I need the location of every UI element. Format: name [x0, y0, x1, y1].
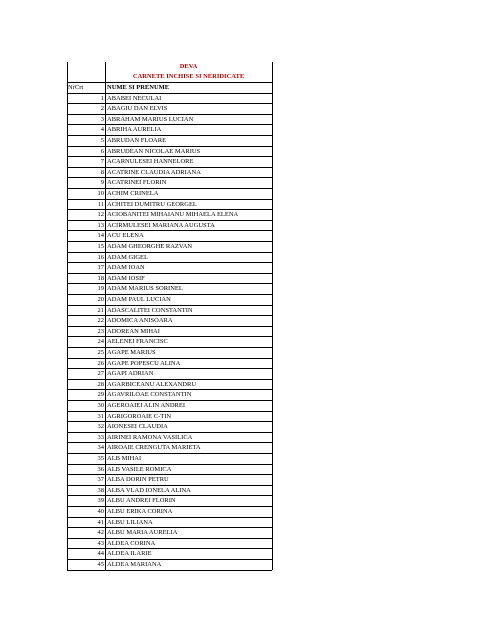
row-name: ABRUDEAN NICOLAE MARIUS [107, 147, 201, 155]
row-number: 42 [97, 529, 104, 537]
row-number: 8 [100, 168, 104, 176]
row-name: ALDEA CORINA [107, 539, 156, 547]
row-name: AGAPI ADRIAN [107, 370, 154, 378]
row-name: ALBU LILIANA [107, 518, 153, 526]
row-name: AGAPE MARIUS [107, 349, 156, 356]
table-row [67, 379, 272, 390]
row-number: 31 [97, 412, 104, 420]
table-row [67, 389, 272, 400]
row-number: 27 [97, 370, 104, 378]
row-number: 1 [100, 94, 104, 102]
table-row [67, 453, 272, 464]
table-row [67, 188, 272, 199]
row-number: 13 [97, 221, 104, 229]
row-name: ACIOBANITEI MIHAIANU MIHAELA ELENA [107, 211, 239, 219]
row-number: 35 [97, 455, 104, 462]
row-name: ALDEA MARIANA [107, 561, 162, 568]
table-row [67, 273, 272, 284]
row-name: AIRINEI RAMONA VASILICA [107, 433, 193, 441]
row-name: ABRUDAN FLOARE [107, 137, 167, 144]
row-name: ABRIHA AURELIA [107, 126, 162, 134]
row-name: AIROAIE CRENGUTA MARIETA [107, 444, 201, 452]
row-number: 38 [97, 486, 104, 494]
row-name: AGAVRILOAE CONSTANTIN [107, 391, 192, 399]
table-row [67, 336, 272, 347]
row-name: ALBU ERIKA CORINA [107, 508, 173, 515]
table-row [67, 294, 272, 305]
row-name: ALBA DORIN PETRU [107, 476, 169, 484]
row-number: 28 [97, 380, 104, 388]
row-number: 12 [97, 211, 104, 219]
table-row [67, 411, 272, 422]
table-row [67, 135, 272, 146]
row-name: AGARBICEANU ALEXANDRU [107, 380, 197, 388]
row-name: ACU ELENA [107, 232, 144, 240]
row-name: AGEROAIEI ALIN ANDREI [107, 402, 185, 409]
row-name: AGAPE POPESCU ALINA [107, 359, 181, 367]
row-number: 21 [97, 306, 104, 314]
table-row [67, 114, 272, 125]
table-row [67, 559, 272, 570]
row-name: ACHITEI DUMITRU GEORGEL [107, 200, 197, 208]
row-name: ADAM GHEORGHE RAZVAN [107, 243, 193, 250]
table-row [67, 421, 272, 432]
row-number: 5 [100, 137, 104, 144]
row-number: 19 [97, 285, 104, 293]
row-number: 40 [97, 508, 104, 515]
row-number: 25 [97, 349, 104, 356]
row-number: 24 [97, 338, 104, 346]
row-number: 2 [100, 105, 104, 113]
row-name: ACHIM CRINELA [107, 190, 159, 197]
row-name: ADAM GIGEL [107, 253, 148, 261]
row-name: ALB VASILE ROMICA [107, 465, 172, 473]
row-number: 11 [97, 200, 104, 208]
table-row [67, 474, 272, 485]
table-row [67, 209, 272, 220]
row-number: 6 [100, 147, 104, 155]
row-name: ADOMICA ANISOARA [107, 317, 173, 325]
row-number: 37 [97, 476, 104, 484]
table-row [67, 527, 272, 538]
row-number: 32 [97, 423, 104, 431]
row-number: 41 [97, 518, 104, 526]
row-name: AIONESEI CLAUDIA [107, 423, 168, 431]
header-subtitle: CARNETE INCHISE SI NERIDICATE [132, 73, 245, 80]
table-row [67, 315, 272, 326]
row-name: ACARNULESEI HANNELORE [107, 158, 194, 166]
table-bottom-border [67, 570, 272, 571]
table-row [67, 347, 272, 358]
row-number: 30 [97, 402, 104, 409]
table-row [67, 103, 272, 114]
row-name: ALB MIHAI [107, 455, 142, 462]
table-row [67, 305, 272, 316]
row-number: 45 [97, 561, 104, 568]
row-name: ADOREAN MIHAI [107, 327, 160, 335]
row-number: 15 [97, 243, 104, 250]
table-row [67, 220, 272, 231]
table-row [67, 464, 272, 475]
table-row [67, 400, 272, 411]
row-number: 17 [97, 264, 104, 272]
row-number: NrCrt [68, 84, 84, 91]
table-row [67, 241, 272, 252]
row-number: 4 [100, 126, 104, 134]
table-row [67, 146, 272, 157]
column-divider-right [272, 62, 273, 570]
row-name: ADAM IOAN [107, 264, 145, 272]
table-row [67, 432, 272, 443]
table-row [67, 177, 272, 188]
row-number: 26 [97, 359, 104, 367]
row-name: NUME SI PRENUME [107, 84, 170, 91]
row-number: 23 [97, 327, 104, 335]
table-row [67, 199, 272, 210]
row-name: AELENEI FRANCISC [107, 338, 168, 346]
row-name: ACIRMULESEI MARIANA AUGUSTA [107, 221, 215, 229]
table-row [67, 517, 272, 528]
row-name: ADAM MARIUS SORINEL [107, 285, 183, 293]
row-number: 10 [97, 190, 104, 197]
table-row [67, 230, 272, 241]
row-name: ADAM PAUL LUCIAN [107, 296, 171, 303]
row-number: 3 [100, 115, 104, 123]
table-row [67, 485, 272, 496]
row-name: AGRIGOROAIE C-TIN [107, 412, 172, 420]
row-name: ADAM IOSIF [107, 274, 145, 282]
row-number: 14 [97, 232, 104, 240]
row-number: 22 [97, 317, 104, 325]
row-name: ABABEI NECULAI [107, 94, 162, 102]
row-number: 20 [97, 296, 104, 303]
table-row [67, 442, 272, 453]
row-name: ACATRINE CLAUDIA ADRIANA [107, 168, 201, 176]
row-number: 16 [97, 253, 104, 261]
row-number: 9 [100, 179, 104, 187]
header-city: DEVA [179, 63, 198, 70]
table-row [67, 548, 272, 559]
row-number: 39 [97, 497, 104, 505]
table-row [67, 93, 272, 104]
table-row [67, 252, 272, 263]
row-number: 33 [97, 433, 104, 441]
row-number: 34 [97, 444, 104, 452]
row-name: ALBU MARIA AURELIA [107, 529, 178, 537]
table-row [67, 326, 272, 337]
row-number: 7 [100, 158, 104, 166]
row-name: ALBA VLAD IONELA ALINA [107, 486, 191, 494]
table-row [67, 358, 272, 369]
table-row [67, 368, 272, 379]
row-number: 44 [97, 550, 104, 558]
row-name: ABRAHAM MARIUS LUCIAN [107, 115, 194, 123]
row-name: ALBU ANDREI FLORIN [107, 497, 176, 505]
row-name: ALDEA ILARIE [107, 550, 152, 558]
row-number: 18 [97, 274, 104, 282]
row-name: ACATRINEI FLORIN [107, 179, 167, 187]
row-name: ADASCALITEI CONSTANTIN [107, 306, 193, 314]
table-row [67, 495, 272, 506]
row-name: ABAGIU DAN ELVIS [107, 105, 168, 113]
row-number: 36 [97, 465, 104, 473]
row-number: 43 [97, 539, 104, 547]
row-number: 29 [97, 391, 104, 399]
data-table [67, 62, 272, 570]
table-row [67, 167, 272, 178]
table-row [67, 283, 272, 294]
table-header-row [67, 82, 272, 93]
table-row [67, 262, 272, 273]
table-row [67, 156, 272, 167]
table-row [67, 538, 272, 549]
table-row [67, 124, 272, 135]
table-row [67, 506, 272, 517]
